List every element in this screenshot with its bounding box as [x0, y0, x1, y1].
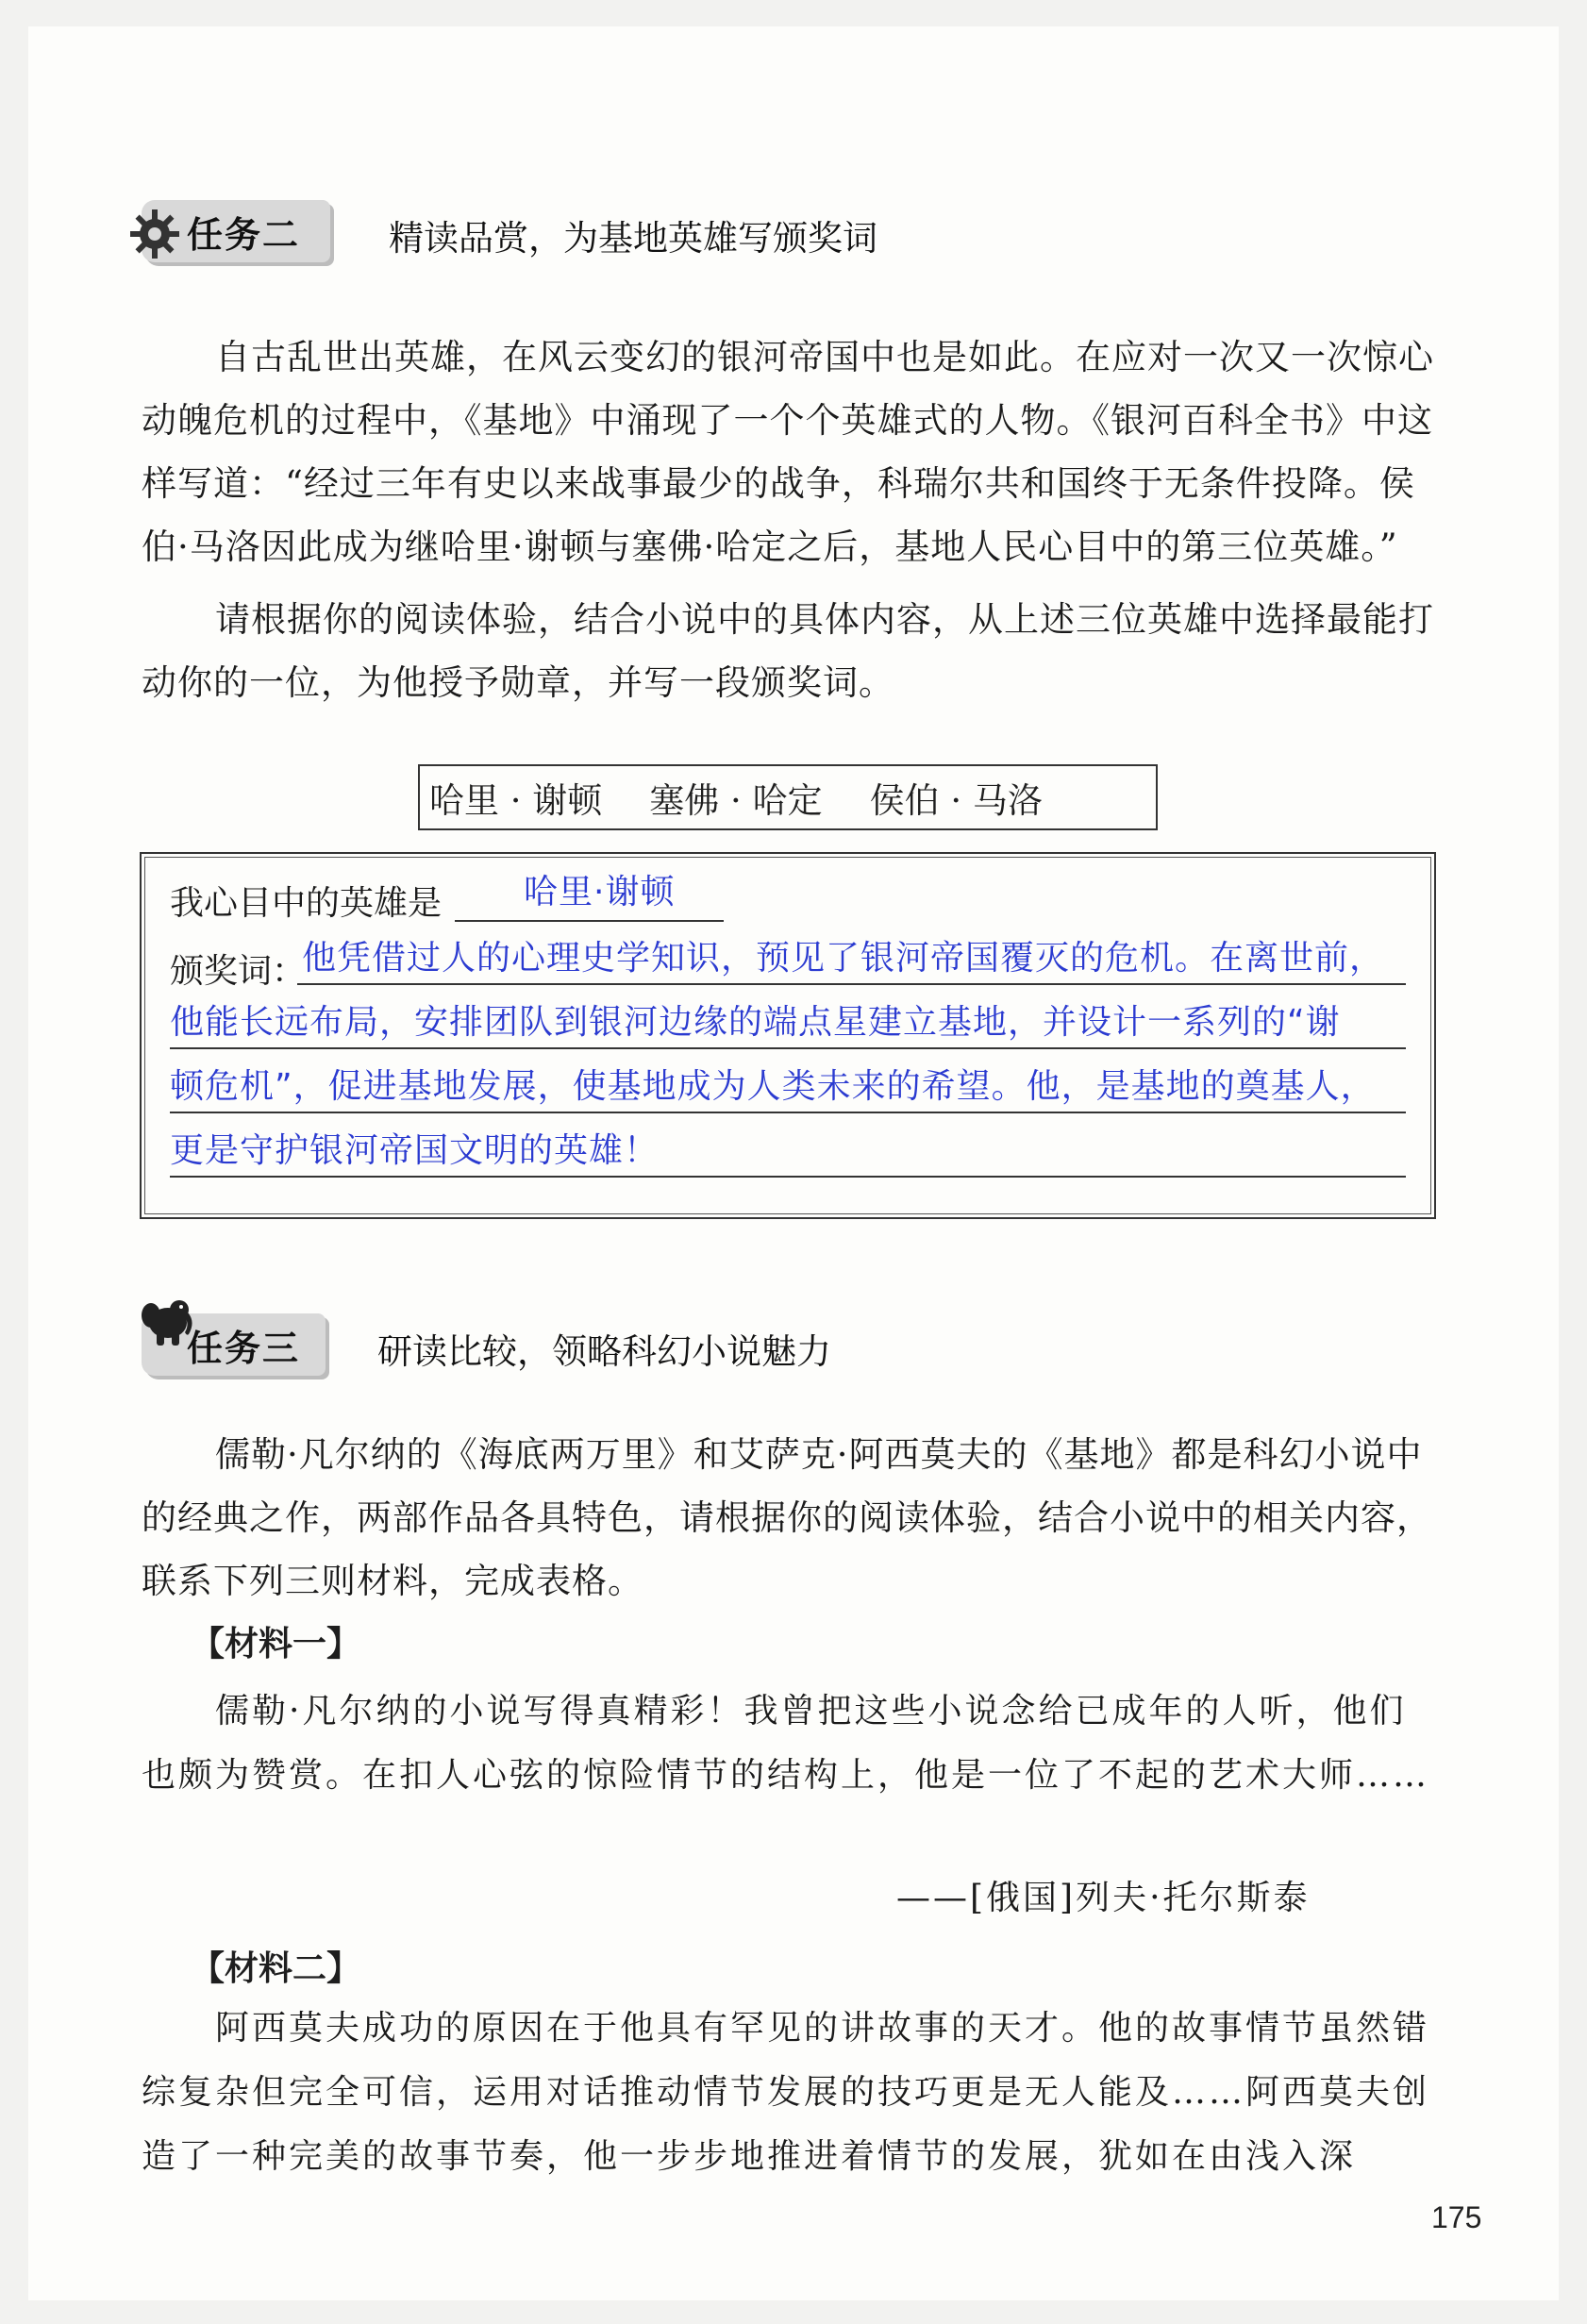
gear-icon	[126, 206, 183, 262]
hero-options-box	[418, 764, 1158, 830]
task2-paragraph-2: 请根据你的阅读体验，结合小说中的具体内容，从上述三位英雄中选择最能打动你的一位，为他授予勋章，并写一段颁奖词。	[142, 599, 1434, 703]
award-underline	[170, 1176, 1406, 1178]
material1-text	[142, 1680, 1434, 1808]
hero-option: 塞佛 · 哈定	[649, 780, 823, 821]
hero-choice-underline	[455, 920, 724, 922]
page-number: 175	[1431, 2200, 1482, 2234]
award-answer-box	[140, 852, 1436, 1219]
hero-choice-label: 我心目中的英雄是	[170, 884, 443, 923]
task3-badge	[142, 1313, 326, 1376]
award-line[interactable]: 顿危机”，促进基地发展，使基地成为人类未来的希望。他，是基地的奠基人，	[170, 1067, 1376, 1106]
task2-paragraph-1: 自古乱世出英雄，在风云变幻的银河帝国中也是如此。在应对一次又一次惊心动魄危机的过程中，《基地》中涌现了一个个英雄式的人物。《银河百科全书》中这样写道：“经过三年有史以来战事最少的战争，科瑞尔共和国终于无条件投降。侯伯·马洛因此成为继哈里·谢顿与塞佛·哈定之后，基地人民心目中的第三位英雄。”	[142, 337, 1434, 567]
hero-option: 侯伯 · 马洛	[869, 780, 1043, 821]
material2-paragraph: 阿西莫夫成功的原因在于他具有罕见的讲故事的天才。他的故事情节虽然错综复杂但完全可信，运用对话推动情节发展的技巧更是无人能及……阿西莫夫创造了一种完美的故事节奏，他一步步地推进着情节的发展，犹如在由浅入深	[142, 2009, 1430, 2176]
task3-paragraph-1: 儒勒·凡尔纳的《海底两万里》和艾萨克·阿西莫夫的《基地》都是科幻小说中的经典之作，两部作品各具特色，请根据你的阅读体验，结合小说中的相关内容，联系下列三则材料，完成表格。	[142, 1434, 1432, 1601]
award-underline	[170, 1112, 1406, 1113]
award-underline	[297, 983, 1406, 985]
task2-label: 任务二	[187, 214, 301, 256]
award-line[interactable]: 更是守护银河帝国文明的英雄！	[170, 1131, 660, 1170]
material2-heading: 【材料二】	[191, 1949, 361, 1988]
award-line[interactable]: 他凭借过人的心理史学知识，预见了银河帝国覆灭的危机。在离世前，	[302, 939, 1385, 978]
task2-header	[142, 200, 991, 270]
award-line[interactable]: 他能长远布局，安排团队到银河边缘的端点星建立基地，并设计一系列的“谢	[170, 1003, 1341, 1042]
task3-intro	[142, 1423, 1434, 1613]
task3-title: 研读比较，领略科幻小说魅力	[377, 1331, 831, 1372]
material1-paragraph: 儒勒·凡尔纳的小说写得真精彩！我曾把这些小说念给已成年的人听，他们也颇为赞赏。在扣人心弦的惊险情节的结构上，他是一位了不起的艺术大师……	[142, 1692, 1430, 1795]
material2-text	[142, 1997, 1434, 2189]
hero-option: 哈里 · 谢顿	[429, 780, 603, 821]
award-underline	[170, 1047, 1406, 1049]
award-label: 颁奖词：	[170, 952, 307, 991]
task3-header	[142, 1313, 991, 1383]
task2-intro	[142, 326, 1434, 714]
hero-choice-answer[interactable]: 哈里·谢顿	[524, 873, 676, 911]
task2-badge	[142, 200, 330, 262]
material1-source: ——[俄国]列夫·托尔斯泰	[896, 1879, 1311, 1917]
material1-heading: 【材料一】	[191, 1625, 361, 1664]
task3-label: 任务三	[187, 1328, 301, 1369]
task2-title: 精读品赏，为基地英雄写颁奖词	[389, 218, 877, 259]
